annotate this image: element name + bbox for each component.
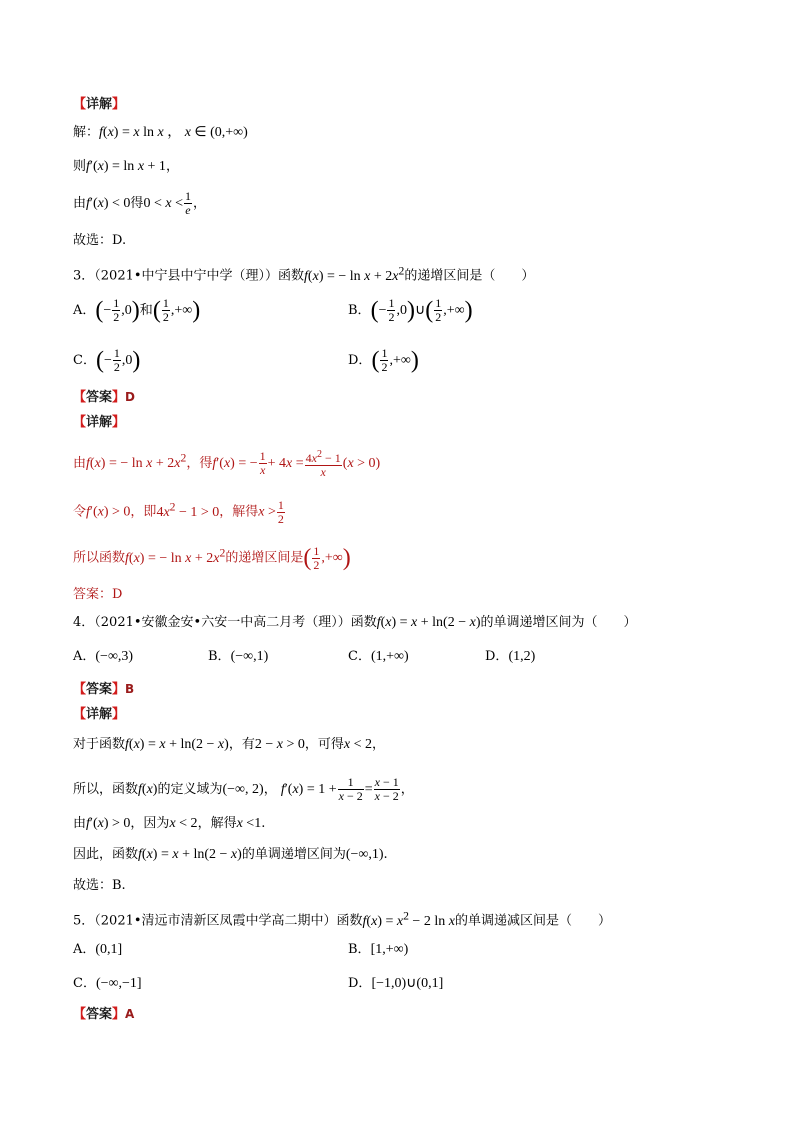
answer-tag: 【答案】B (73, 682, 135, 697)
detail-tag: 【详解】 (73, 97, 126, 112)
solution-line: 解：f(x) = x ln x ， x ∈ (0,+∞) (73, 125, 248, 140)
option-c[interactable]: C．(−∞,−1] (73, 976, 142, 991)
detail-tag: 【详解】 (73, 707, 126, 722)
solution-line: 则f′(x) = ln x + 1， (73, 159, 179, 174)
option-b[interactable]: B．(−∞,1) (208, 649, 269, 664)
option-a[interactable]: A．(− $\frac{1}{2}$ ,0)和( $\frac{1}{2}$ ,+∞) (73, 296, 201, 324)
option-d[interactable]: D．[−1,0)∪(0,1] (348, 976, 444, 991)
answer-tag: 【答案】A (73, 1007, 135, 1022)
answer-tag: 【答案】D (73, 390, 136, 405)
option-a[interactable]: A．(0,1] (73, 942, 123, 957)
option-a[interactable]: A．(−∞,3) (73, 649, 134, 664)
solution-line: 所以函数f(x) = − $\ln x + 2x^2$的递增区间是( $\frac{1}{2}$ ,+∞) (73, 543, 351, 572)
question-5-stem: 5．（2021•清远市清新区凤霞中学高二期中）函数$f(x) = x^2 - 2$ ln x的单调递减区间是（ ） (73, 909, 611, 929)
detail-tag: 【详解】 (73, 415, 126, 430)
option-c[interactable]: C．(− $\frac{1}{2}$ ,0) (73, 346, 141, 374)
solution-line: 由f(x) = − $\ln x + 2x^2$，得f′(x) = − $\frac{1}{x}$ + 4x = $\frac{4x^2 - 1}{x}$ (x > 0) (73, 449, 381, 479)
final-answer: 答案：D (73, 587, 123, 602)
solution-line: 对于函数f(x) = x + ln(2 − x)，有2 − x > 0，可得x < 2， (73, 737, 386, 752)
conclusion: 故选：B. (73, 878, 126, 893)
solution-line: 令f′(x) > 0，即$4x^2 - 1 > 0$，解得x > $\frac{1}{2}$ (73, 497, 284, 526)
option-d[interactable]: D．(1,2) (485, 649, 536, 664)
option-b[interactable]: B．[1,+∞) (348, 942, 409, 957)
solution-line: 所以，函数f(x)的定义域为(−∞, 2)， f′(x) = 1 + $\frac{1}{x - 2}$ = $\frac{x - 1}{x - 2}$ ， (73, 775, 414, 803)
option-b[interactable]: B．(− $\frac{1}{2}$ ,0)∪( $\frac{1}{2}$ ,+∞) (348, 296, 473, 324)
conclusion: 故选：D. (73, 233, 127, 248)
solution-line: 因此，函数f(x) = x + ln(2 − x)的单调递增区间为(−∞,1). (73, 847, 388, 862)
solution-line: 由f′(x) > 0，因为x < 2，解得x <1. (73, 816, 266, 831)
option-d[interactable]: D．( $\frac{1}{2}$ ,+∞) (348, 346, 419, 374)
option-c[interactable]: C．(1,+∞) (348, 649, 409, 664)
question-3-stem: 3．（2021•中宁县中宁中学（理））函数f(x) = − $\ln x + 2x^2$的递增区间是（ ） (73, 264, 535, 284)
solution-line: 由f′(x) < 0得0 < x < $\frac{1}{e}$ ， (73, 189, 206, 217)
question-4-stem: 4．（2021•安徽金安•六安一中高二月考（理））函数f(x) = x + ln(2 − x)的单调递增区间为（ ） (73, 615, 637, 630)
